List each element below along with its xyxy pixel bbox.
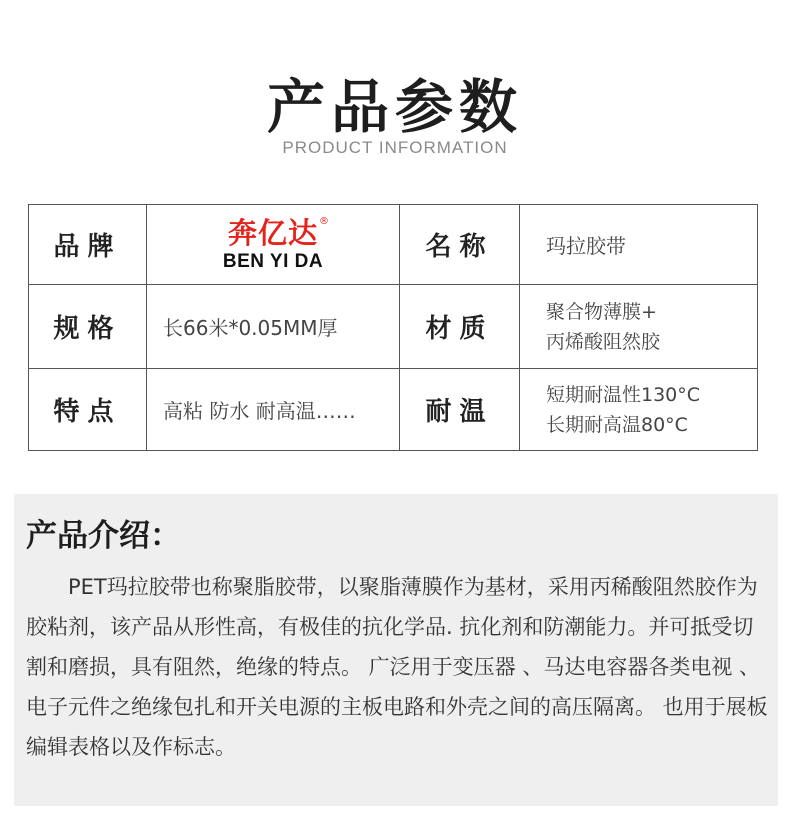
brand-logo (147, 215, 399, 272)
material-line-1: 聚合物薄膜+ (546, 300, 657, 323)
intro-title: 产品介绍： (26, 518, 181, 554)
temp-value (520, 369, 758, 451)
spec-row-brand (29, 205, 758, 285)
spec-label: 规格 (29, 285, 147, 369)
material-value (520, 285, 758, 369)
brand-name-cn-text: 奔亿达 (227, 215, 318, 250)
name-label: 名称 (400, 205, 520, 285)
brand-logo-cell (147, 205, 400, 285)
temp-label: 耐温 (400, 369, 520, 451)
page-subtitle: PRODUCT INFORMATION (282, 138, 508, 157)
spec-row-spec (29, 285, 758, 369)
feature-value: 高粘 防水 耐高温…… (147, 369, 400, 451)
temp-line-2: 长期耐高温80°C (546, 413, 688, 436)
registered-mark: ® (319, 215, 330, 227)
temp-line-1: 短期耐温性130°C (546, 383, 701, 406)
brand-name-cn (227, 215, 330, 250)
spec-row-feature (29, 369, 758, 451)
intro-section (14, 494, 778, 806)
material-line-2: 丙烯酸阻然胶 (546, 330, 661, 353)
feature-label: 特点 (29, 369, 147, 451)
page-title: 产品参数 (266, 73, 523, 141)
spec-value: 长66米*0.05MM厚 (147, 285, 400, 369)
brand-label: 品牌 (29, 205, 147, 285)
name-value: 玛拉胶带 (520, 205, 758, 285)
material-label: 材质 (400, 285, 520, 369)
spec-table (28, 204, 758, 451)
brand-name-en: BEN YI DA (222, 250, 324, 272)
intro-text: PET玛拉胶带也称聚脂胶带，以聚脂薄膜作为基材，采用丙稀酸阻然胶作为胶粘剂，该产品从形性高，有极佳的抗化学品. 抗化剂和防潮能力。并可抵受切割和磨损，具有阻然，绝缘的特点。 广泛用于变压器 、马达电容器各类电视 、电子元件之绝缘包扎和开关电源的主板电路和外壳之间的高压隔离。 也用于展板编辑表格以及作标志。 (26, 575, 768, 759)
